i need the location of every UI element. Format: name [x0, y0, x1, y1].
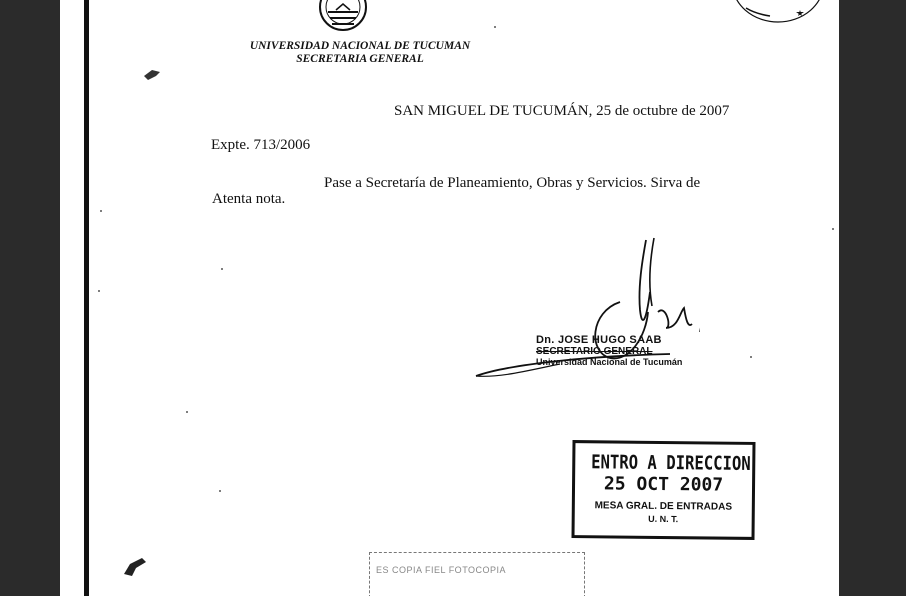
document-page [60, 0, 839, 596]
ink-blot-mark [122, 556, 148, 578]
scan-edge-line [84, 0, 89, 596]
receipt-stamp-office: MESA GRAL. DE ENTRADAS [594, 500, 733, 513]
body-text-line-1: Pase a Secretaría de Planeamiento, Obras y Servicios. Sirva de [324, 175, 701, 191]
signatory-name: Dn. JOSE HUGO SAAB [536, 334, 662, 346]
signature-stamp [536, 334, 682, 368]
scan-speck [186, 411, 188, 413]
ink-blot-mark [142, 66, 162, 82]
file-reference: Expte. 713/2006 [211, 137, 311, 153]
department-name: SECRETARIA GENERAL [296, 53, 424, 65]
signatory-role: SECRETARIO GENERAL [536, 346, 653, 357]
place-and-date: SAN MIGUEL DE TUCUMÁN, 25 de octubre de 2007 [394, 103, 730, 119]
letterhead [210, 40, 510, 66]
receipt-stamp [571, 440, 755, 540]
scan-speck [832, 228, 834, 230]
scan-speck [221, 268, 223, 270]
copy-stamp [369, 552, 585, 596]
scan-speck [750, 356, 752, 358]
university-seal [318, 0, 368, 32]
signatory-institution: Universidad Nacional de Tucumán [536, 357, 683, 367]
receipt-stamp-title: ENTRO A DIRECCION [591, 451, 751, 475]
body-text-line-2: Atenta nota. [212, 191, 286, 207]
scan-speck [494, 26, 496, 28]
scan-speck [219, 490, 221, 492]
scan-speck [100, 210, 102, 212]
corner-seal-fragment [728, 0, 828, 26]
institution-name: UNIVERSIDAD NACIONAL DE TUCUMAN [249, 40, 471, 52]
copy-stamp-text: ES COPIA FIEL FOTOCOPIA [376, 565, 507, 575]
receipt-stamp-date: 25 OCT 2007 [603, 473, 724, 496]
receipt-stamp-unit: U. N. T. [648, 513, 679, 525]
scan-speck [98, 290, 100, 292]
